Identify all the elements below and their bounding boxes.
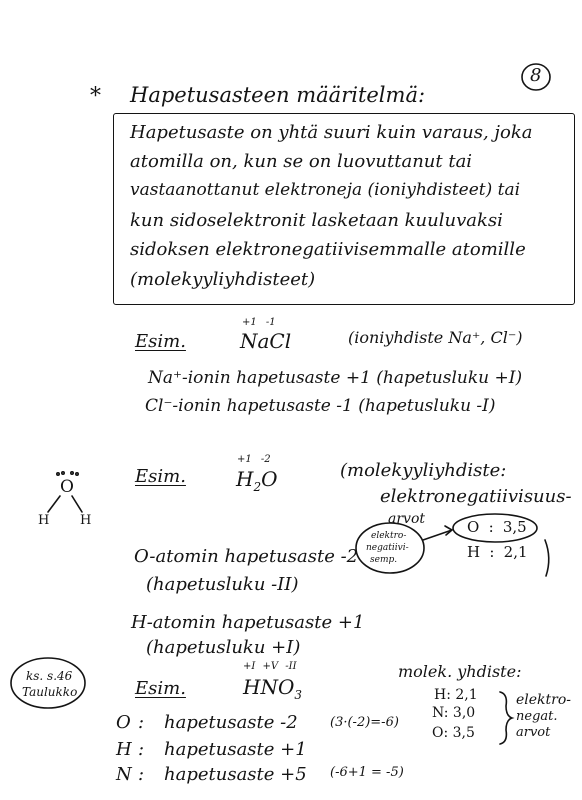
heading-bullet: * <box>90 84 101 109</box>
ox-line-n: N : hapetusaste +5 <box>116 764 307 785</box>
ox-atom: N <box>116 764 132 785</box>
definition-line: kun sidoselektronit lasketaan kuuluvaksi <box>130 210 503 231</box>
definition-line: atomilla on, kun se on luovuttanut tai <box>130 151 473 172</box>
example2-note-line2: elektronegatiivisuus- <box>380 486 572 507</box>
ox-text: hapetusaste +1 <box>164 739 307 760</box>
lone-pair-dot <box>62 472 64 474</box>
bond-right <box>72 496 82 512</box>
ox-atom: O <box>116 712 131 733</box>
mol-value: N: 3,0 <box>432 705 476 721</box>
mol-value: O: 3,5 <box>432 725 475 741</box>
example2-formula <box>236 469 278 493</box>
example1-ox-numbers: +1 -1 <box>242 317 276 328</box>
mol-label: negat. <box>516 709 558 724</box>
mol-brace <box>500 692 512 744</box>
example1-line: Na⁺-ionin hapetusaste +1 (hapetusluku +I) <box>148 368 523 388</box>
example2-note-line1: (molekyyliyhdiste: <box>340 460 507 481</box>
side-note-blob <box>11 658 85 708</box>
ox-line-h: H : hapetusaste +1 <box>116 739 307 760</box>
example1-note: (ioniyhdiste Na⁺, Cl⁻) <box>348 328 523 347</box>
definition-box <box>113 113 575 305</box>
en-atom: H <box>467 543 481 561</box>
mol-label: arvot <box>516 725 551 740</box>
mol-heading: molek. yhdiste: <box>398 662 522 681</box>
formula-part: H <box>236 467 254 491</box>
example2-note-line3: arvot <box>388 511 426 527</box>
note-close-paren <box>545 540 549 576</box>
page-number: 8 <box>530 65 542 86</box>
en-value: 3,5 <box>502 518 527 536</box>
formula-part: HNO <box>243 675 295 699</box>
ox-calc: (3·(-2)=-6) <box>330 715 399 730</box>
example2-line: H-atomin hapetusaste +1 <box>131 612 365 633</box>
ox-atom: H <box>116 739 132 760</box>
molecule-atom-o: O <box>60 477 74 497</box>
bond-left <box>48 496 60 512</box>
lone-pair-dot <box>76 473 78 475</box>
formula-subscript: 3 <box>294 688 302 702</box>
bubble-line: semp. <box>370 555 398 565</box>
definition-line: (molekyyliyhdisteet) <box>130 269 316 290</box>
bubble-line: elektro- <box>371 531 407 541</box>
example2-ox-numbers: +1 -2 <box>237 454 271 465</box>
example2-line: O-atomin hapetusaste -2 <box>134 546 359 567</box>
formula-subscript: 2 <box>253 480 262 494</box>
example1-label: Esim. <box>135 331 186 352</box>
example2-label: Esim. <box>135 466 186 487</box>
example1-formula: NaCl <box>240 329 292 353</box>
side-note-line: ks. s.46 <box>26 669 73 683</box>
ox-text: hapetusaste +5 <box>164 764 307 785</box>
heading-title: Hapetusasteen määritelmä: <box>130 83 426 107</box>
en-value-h: H : 2,1 <box>467 543 528 561</box>
example3-ox-numbers: +I +V -II <box>243 661 297 672</box>
bubble-arrow <box>423 526 452 540</box>
side-note-line: Taulukko <box>22 685 78 699</box>
definition-line: vastaanottanut elektroneja (ioniyhdisteet) tai <box>130 180 521 200</box>
en-atom: O <box>467 518 480 536</box>
definition-line: sidoksen elektronegatiivisemmalle atomille <box>130 239 526 260</box>
lone-pair-dot <box>57 473 59 475</box>
ox-line-o: O : hapetusaste -2 <box>116 712 298 733</box>
mol-label: elektro- <box>516 692 572 708</box>
example2-line: (hapetusluku -II) <box>146 574 299 595</box>
example3-formula <box>243 677 302 701</box>
formula-part: O <box>261 467 278 491</box>
example1-line: Cl⁻-ionin hapetusaste -1 (hapetusluku -I) <box>145 396 496 416</box>
molecule-atom-h-right: H <box>80 513 92 528</box>
ox-calc: (-6+1 = -5) <box>330 765 404 780</box>
mol-value: H: 2,1 <box>434 687 478 703</box>
en-value-o: O : 3,5 <box>467 518 527 536</box>
example3-label: Esim. <box>135 678 186 699</box>
example2-line: (hapetusluku +I) <box>146 637 301 658</box>
molecule-atom-h-left: H <box>38 513 50 528</box>
en-value: 2,1 <box>503 543 528 561</box>
ox-text: hapetusaste -2 <box>164 712 298 733</box>
definition-line: Hapetusaste on yhtä suuri kuin varaus, joka <box>130 122 533 143</box>
lone-pair-dot <box>71 472 73 474</box>
bubble-line: negatiivi- <box>366 543 409 553</box>
